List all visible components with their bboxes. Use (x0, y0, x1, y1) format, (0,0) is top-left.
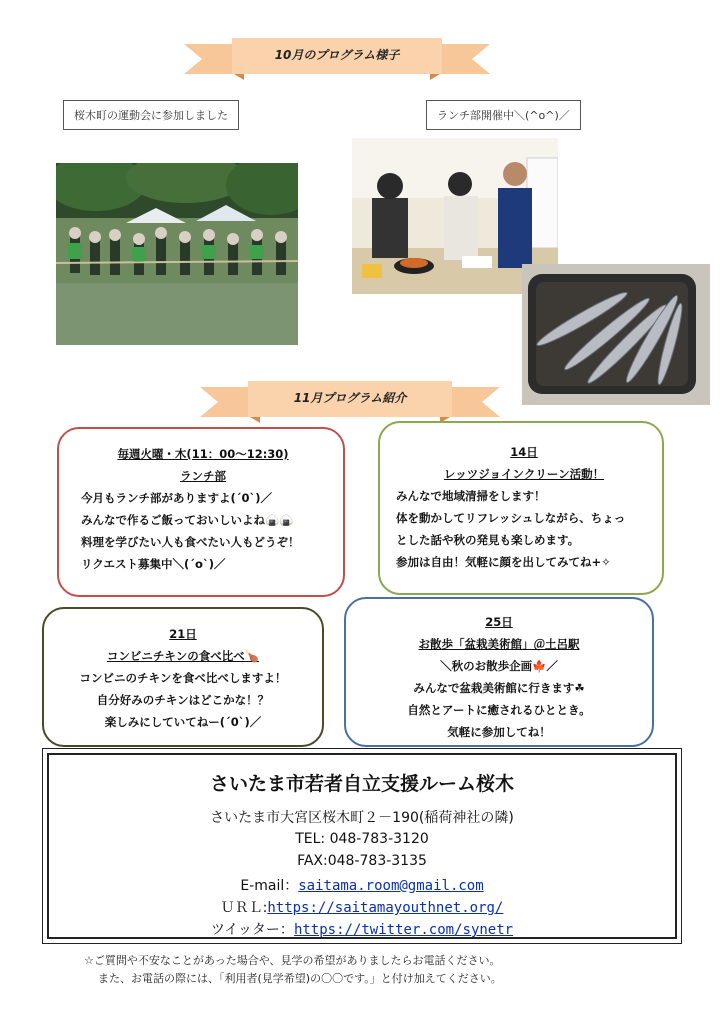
chicken-line: 自分好みのチキンはどこかな！？ (96, 693, 270, 707)
url-label: ＵＲＬ: (220, 900, 268, 916)
cleanup-line: みんなで地域清掃をします！ (396, 489, 546, 503)
chicken-line: コンビニのチキンを食べ比べしますよ！ (79, 671, 287, 685)
contact-box (42, 748, 682, 944)
october-banner-text: 10月のプログラム様子 (274, 48, 400, 62)
saury-grill-photo (522, 264, 710, 405)
twitter-row (49, 919, 675, 939)
twitter-label: ツイッター： (210, 922, 294, 938)
lunch-schedule: 毎週火曜・木(11：00～12:30) (117, 447, 289, 461)
bonsai-line: 気軽に参加してね！ (447, 725, 551, 739)
website-link[interactable]: https://saitamayouthnet.org/ (267, 900, 504, 916)
tug-of-war-photo (56, 163, 298, 345)
url-row (49, 897, 675, 917)
october-banner (184, 36, 490, 76)
contact-box-inner (47, 753, 677, 939)
chicken-title: コンビニチキンの食べ比べ🍗 (106, 649, 260, 663)
cleanup-line: 参加は自由！気軽に顔を出してみてね+✧ (396, 555, 611, 569)
chicken-line: 楽しみにしていてねー(´0`)／ (104, 715, 262, 729)
november-banner (200, 379, 500, 419)
november-banner-text: 11月プログラム紹介 (293, 391, 407, 405)
lunch-line: リクエスト募集中＼(´o`)／ (81, 557, 226, 571)
lunch-title: ランチ部 (180, 469, 226, 483)
bonsai-line: みんなで盆栽美術館に行きます☘ (413, 681, 585, 695)
cleanup-event-card (378, 421, 664, 595)
tel: TEL: 048-783-3120 (295, 831, 429, 847)
address: さいたま市大宮区桜木町２－190(稲荷神社の隣) (210, 810, 514, 826)
bonsai-title: お散歩「盆栽美術館」＠土呂駅 (418, 637, 580, 651)
cleanup-title: レッツジョインクリーン活動！ (443, 467, 605, 481)
bonsai-date: 25日 (485, 615, 513, 629)
email-row (49, 875, 675, 895)
cleanup-line: とした話や秋の発見も楽しめます。 (396, 533, 580, 547)
lunch-line: みんなで作るご飯っておいしいよね🍙🍙 (81, 513, 294, 527)
bonsai-walk-card (344, 597, 654, 747)
bonsai-line: 自然とアートに癒されるひととき。 (407, 703, 591, 717)
lunch-club-caption: ランチ部開催中＼(^o^)／ (426, 100, 581, 130)
fax: FAX:048-783-3135 (297, 853, 427, 869)
sports-day-caption: 桜木町の運動会に参加しました (63, 100, 239, 130)
chicken-tasting-card (42, 607, 324, 747)
lunch-line: 料理を学びたい人も食べたい人もどうぞ！ (81, 535, 300, 549)
twitter-link[interactable]: https://twitter.com/synetr (293, 922, 514, 938)
note-line: ☆ご質問や不安なことがあった場合や、見学の希望がありましたらお電話ください。 (84, 954, 501, 967)
org-name: さいたま市若者自立支援ルーム桜木 (209, 773, 514, 795)
email-label: E-mail： (240, 878, 299, 894)
bonsai-line: ＼秋のお散歩企画🍁／ (440, 659, 558, 673)
note-line: また、お電話の際には、「利用者(見学希望)の〇〇です。」と付け加えてください。 (98, 972, 502, 985)
chicken-date: 21日 (169, 627, 197, 641)
email-link[interactable]: saitama.room@gmail.com (298, 878, 484, 894)
lunch-club-card (57, 427, 345, 597)
lunch-line: 今月もランチ部がありますよ(´0`)／ (81, 491, 273, 505)
cleanup-date: 14日 (510, 445, 538, 459)
cleanup-line: 体を動かしてリフレッシュしながら、ちょっ (396, 511, 626, 525)
